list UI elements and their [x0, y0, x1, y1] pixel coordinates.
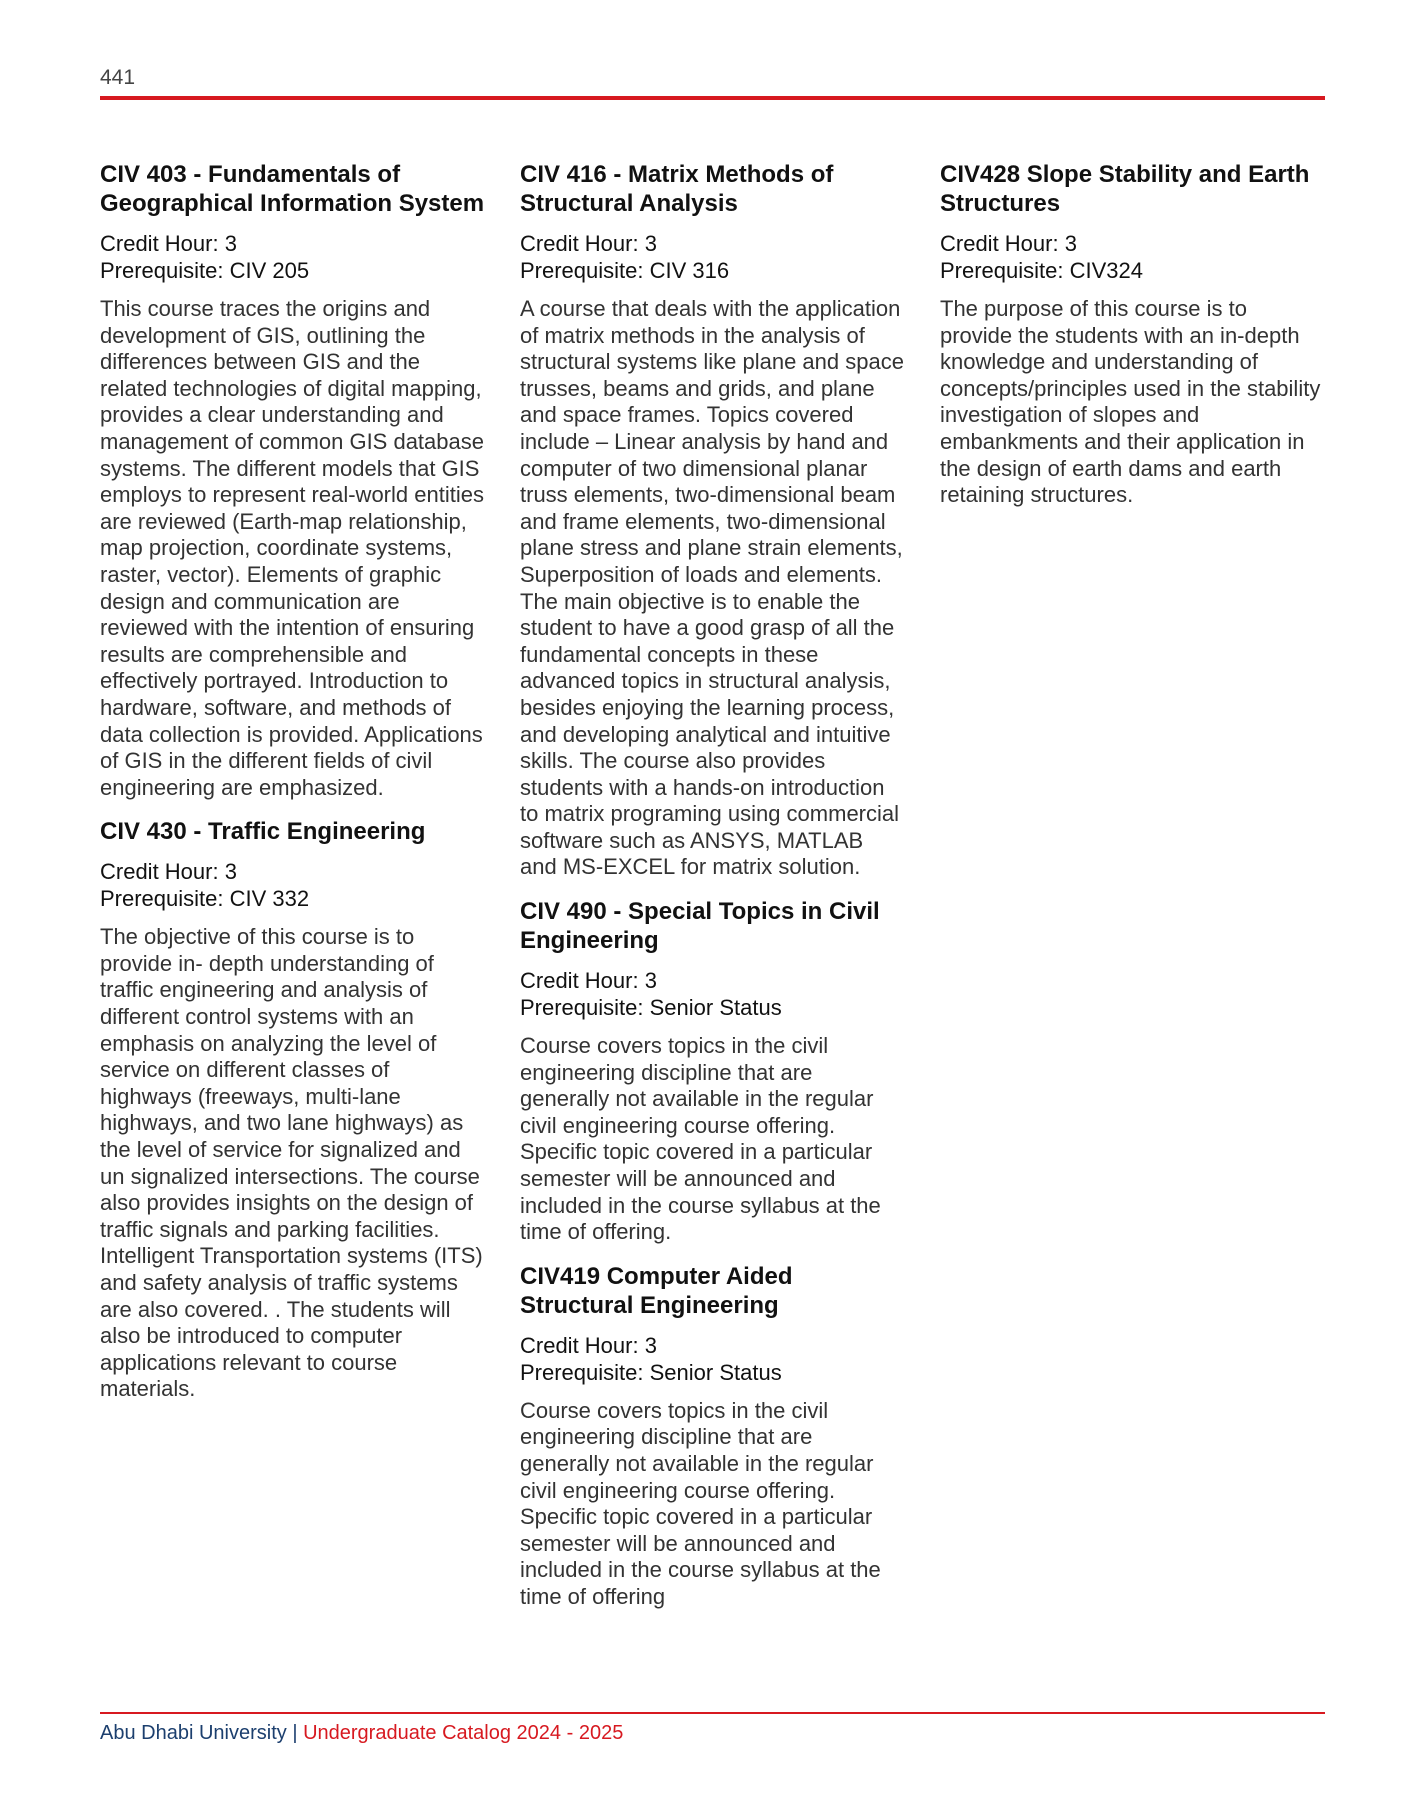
course-description: Course covers topics in the civil engineering discipline that are generally not available in the regular civil engineering course offering. Specific topic covered in a particular semester will be announced and included in the course syllabus at the time of offering: [520, 1397, 881, 1609]
footer-catalog-title: Undergraduate Catalog 2024 - 2025: [303, 1722, 624, 1744]
course-description: The purpose of this course is to provide the students with an in-depth knowledge and understanding of concepts/principles used in the stability investigation of slopes and embankments and their application in the design of earth dams and earth retaining structures.: [940, 296, 1321, 508]
course-meta: [940, 230, 1325, 284]
course-title: CIV 416 - Matrix Methods of Structural Analysis: [520, 161, 834, 217]
prerequisite: Prerequisite: Senior Status: [520, 1359, 782, 1385]
credit-hour: Credit Hour: 3: [940, 231, 1077, 256]
course-title: CIV 490 - Special Topics in Civil Engineering: [520, 898, 880, 955]
course-civ-430: [100, 817, 485, 1403]
course-civ-403: [100, 160, 485, 801]
course-meta: [520, 967, 905, 1021]
column-3: [940, 160, 1325, 525]
credit-hour: Credit Hour: 3: [100, 231, 237, 256]
prerequisite: Prerequisite: CIV 205: [100, 258, 310, 283]
prerequisite: Prerequisite: CIV 332: [100, 886, 310, 912]
page-number: 441: [100, 66, 136, 89]
course-civ-428: [940, 160, 1325, 509]
course-meta: [520, 230, 905, 284]
course-meta: [520, 1332, 905, 1386]
course-meta: [100, 858, 485, 912]
course-civ-416: [520, 160, 905, 881]
credit-hour: Credit Hour: 3: [520, 231, 657, 256]
footer-separator: |: [292, 1722, 298, 1744]
credit-hour: Credit Hour: 3: [520, 968, 657, 994]
course-title: CIV 430 - Traffic Engineering: [100, 818, 426, 846]
course-description: Course covers topics in the civil engineering discipline that are generally not available in the regular civil engineering course offering. Specific topic covered in a particular semester will be announced and included in the course syllabus at the time of offering.: [520, 1033, 881, 1245]
course-description: A course that deals with the application of matrix methods in the analysis of structural systems like plane and space trusses, beams and grids, and plane and space frames. Topics covered include – Linear analysis by hand and computer of two dimensional planar truss elements, two-dimensional beam and frame elements, two-dimensional plane stress and plane strain elements, Superposition of loads and elements. The main objective is to enable the student to have a good grasp of all the fundamental concepts in these advanced topics in structural analysis, besides enjoying the learning process, and developing analytical and intuitive skills. The course also provides students with a hands-on introduction to matrix programing using commercial software such as ANSYS, MATLAB and MS-EXCEL for matrix solution.: [520, 296, 904, 880]
prerequisite: Prerequisite: CIV324: [940, 258, 1143, 283]
column-1: [100, 160, 485, 1419]
footer-university: Abu Dhabi University: [100, 1722, 287, 1744]
credit-hour: Credit Hour: 3: [100, 859, 237, 885]
course-civ-490: [520, 897, 905, 1246]
prerequisite: Prerequisite: CIV 316: [520, 258, 730, 283]
course-title: CIV428 Slope Stability and Earth Structures: [940, 161, 1310, 217]
course-description: This course traces the origins and development of GIS, outlining the differences between GIS and the related technologies of digital mapping, provides a clear understanding and management of common GIS database systems. The different models that GIS employs to represent real-world entities are reviewed (Earth-map relationship, map projection, coordinate systems, raster, vector). Elements of graphic design and communication are reviewed with the intention of ensuring results are comprehensible and effectively portrayed. Introduction to hardware, software, and methods of data collection is provided. Applications of GIS in the different fields of civil engineering are emphasized.: [100, 296, 484, 800]
column-2: [520, 160, 905, 1627]
page-footer: [100, 1720, 623, 1746]
footer-divider: [100, 1712, 1325, 1714]
header-divider: [100, 96, 1325, 100]
course-meta: [100, 230, 485, 284]
course-civ-419: [520, 1262, 905, 1611]
course-title: CIV 403 - Fundamentals of Geographical Information System: [100, 161, 485, 217]
credit-hour: Credit Hour: 3: [520, 1332, 657, 1358]
course-description: The objective of this course is to provide in- depth understanding of traffic engineering and analysis of different control systems with an emphasis on analyzing the level of service on different classes of highways (freeways, multi-lane highways, and two lane highways) as the level of service for signalized and un signalized intersections. The course also provides insights on the design of traffic signals and parking facilities. Intelligent Transportation systems (ITS) and safety analysis of traffic systems are also covered. . The students will also be introduced to computer applications relevant to course materials.: [100, 924, 483, 1402]
prerequisite: Prerequisite: Senior Status: [520, 995, 782, 1021]
course-title: CIV419 Computer Aided Structural Engineering: [520, 1262, 793, 1319]
